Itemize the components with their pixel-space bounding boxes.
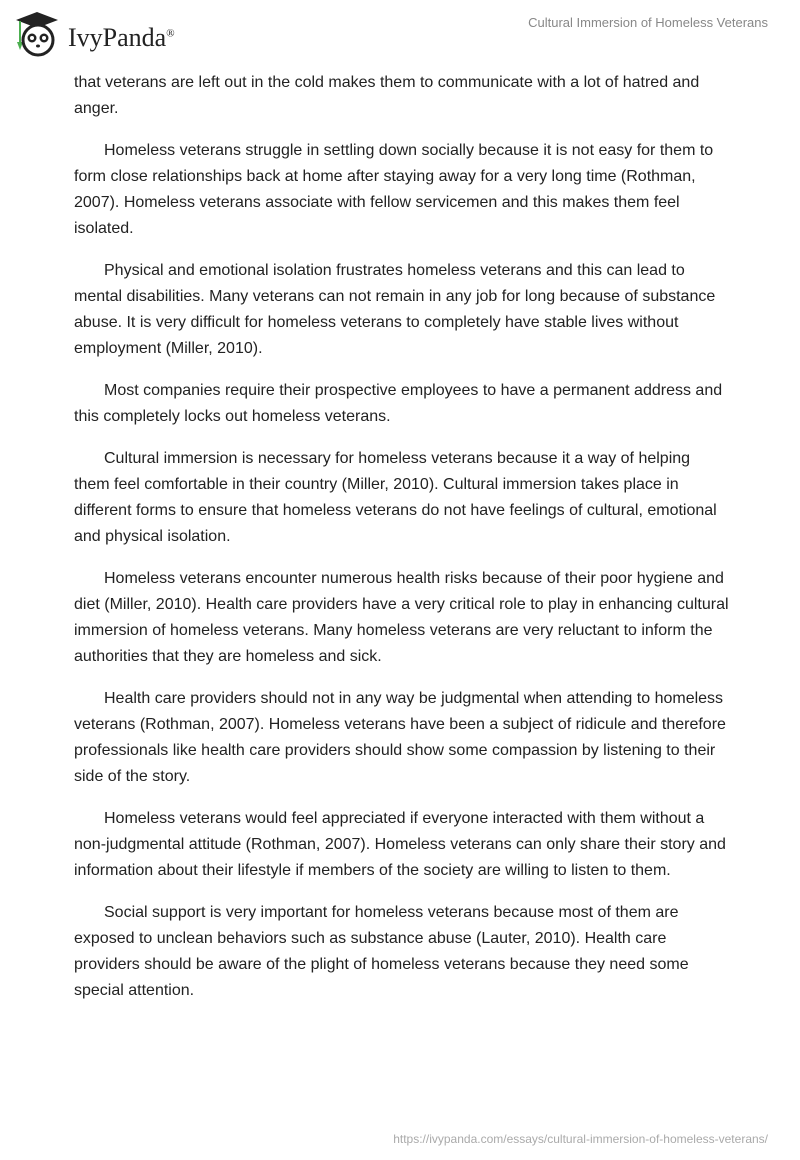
document-title: Cultural Immersion of Homeless Veterans <box>528 15 768 30</box>
registered-mark: ® <box>166 27 175 40</box>
paragraph: Physical and emotional isolation frustrates homeless veterans and this can lead to mental disabilities. Many veterans can not remain in any job for long because of substance abuse. It is very difficult for homeless veterans to completely have stable lives without employment (Miller, 2010). <box>74 262 716 357</box>
brand-name <box>68 23 175 53</box>
paragraph: Homeless veterans would feel appreciated if everyone interacted with them without a non-judgmental attitude (Rothman, 2007). Homeless veterans can only share their story and information about their lifestyle if members of the society are willing to listen to them. <box>74 810 726 879</box>
paragraph: Homeless veterans encounter numerous health risks because of their poor hygiene and diet (Miller, 2010). Health care providers have a very critical role to play in enhancing cultural immersion of homeless veterans. Many homeless veterans are very reluctant to inform the authorities that they are homeless and sick. <box>74 570 729 665</box>
paragraph: that veterans are left out in the cold makes them to communicate with a lot of hatred and anger. <box>74 74 700 117</box>
panda-logo-icon <box>12 8 62 58</box>
paragraph: Homeless veterans struggle in settling down socially because it is not easy for them to form close relationships back at home after staying away for a very long time (Rothman, 2007). Homeless veterans associate with fellow servicemen and this makes them feel isolated. <box>74 142 714 237</box>
ivypanda-logo[interactable] <box>12 8 175 58</box>
paragraph: Health care providers should not in any way be judgmental when attending to homeless veterans (Rothman, 2007). Homeless veterans have been a subject of ridicule and therefore professionals like health care providers should show some compassion by listening to their side of the story. <box>74 690 726 785</box>
paragraph: Cultural immersion is necessary for homeless veterans because it a way of helping them feel comfortable in their country (Miller, 2010). Cultural immersion takes place in different forms to ensure that homeless veterans do not have feelings of cultural, emotional and physical isolation. <box>74 450 717 545</box>
paragraph: Social support is very important for homeless veterans because most of them are exposed to unclean behaviors such as substance abuse (Lauter, 2010). Health care providers should be aware of the plight of homeless veterans because they need some special attention. <box>74 904 689 999</box>
paragraph: Most companies require their prospective employees to have a permanent address and this completely locks out homeless veterans. <box>74 382 723 425</box>
essay-body <box>74 70 730 1020</box>
source-url[interactable]: https://ivypanda.com/essays/cultural-immersion-of-homeless-veterans/ <box>393 1132 768 1146</box>
brand-text: IvyPanda <box>68 23 167 52</box>
